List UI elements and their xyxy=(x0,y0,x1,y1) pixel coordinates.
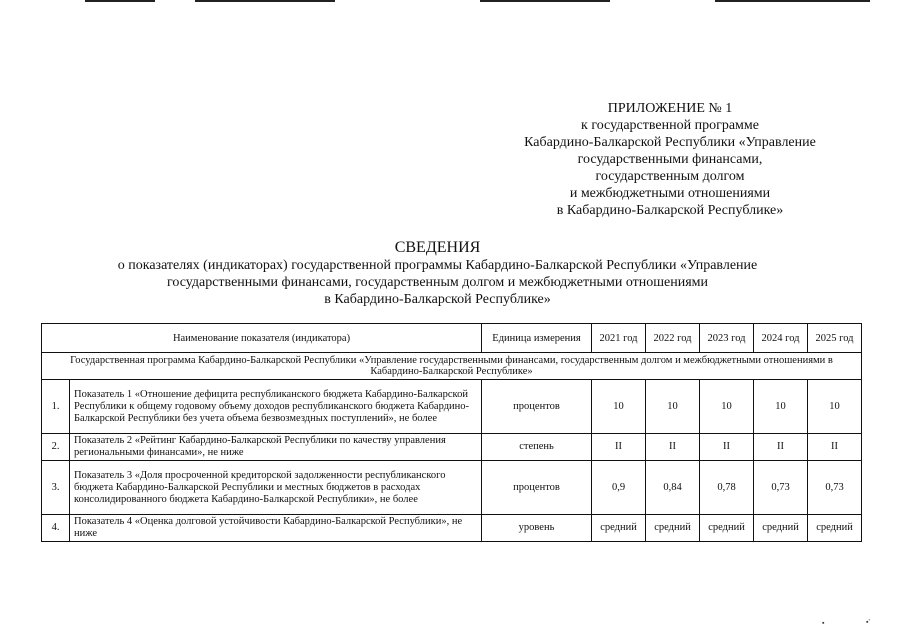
indicator-name: Показатель 1 «Отношение дефицита республиканского бюджета Кабардино-Балкарской Республики к общему годовому объему доходов республиканского бюджета Кабардино-Балкарской Республики без учета объема безвозмездных поступлений», не более xyxy=(70,380,482,434)
indicator-name: Показатель 2 «Рейтинг Кабардино-Балкарской Республики по качеству управления региональными финансами», не ниже xyxy=(70,434,482,461)
indicator-value: II xyxy=(808,434,862,461)
header-unit: Единица измерения xyxy=(482,324,592,353)
table-header-row xyxy=(42,324,862,353)
indicator-value: 0,84 xyxy=(646,461,700,515)
indicator-unit: степень xyxy=(482,434,592,461)
appendix-line: государственными финансами, xyxy=(577,152,763,167)
indicator-value: средний xyxy=(700,515,754,542)
row-number: 4. xyxy=(42,515,70,542)
title-heading: СВЕДЕНИЯ xyxy=(394,239,481,256)
header-year: 2021 год xyxy=(592,324,646,353)
indicator-value: 0,73 xyxy=(754,461,808,515)
indicator-value: 10 xyxy=(700,380,754,434)
appendix-line: ПРИЛОЖЕНИЕ № 1 xyxy=(607,101,733,116)
header-year: 2022 год xyxy=(646,324,700,353)
indicator-name: Показатель 4 «Оценка долговой устойчивости Кабардино-Балкарской Республики», не ниже xyxy=(70,515,482,542)
table-row xyxy=(42,515,862,542)
appendix-header xyxy=(480,100,860,219)
document-title xyxy=(40,238,835,308)
header-year: 2024 год xyxy=(754,324,808,353)
title-line: о показателях (индикаторах) государственной программы Кабардино-Балкарской Республики «Управление xyxy=(117,258,758,273)
indicator-name: Показатель 3 «Доля просроченной кредиторской задолженности республиканского бюджета Кабардино-Балкарской Республики и местных бюджетов в расходах консолидированного бюджета Кабардино-Балкарской Республики», не более xyxy=(70,461,482,515)
header-name: Наименование показателя (индикатора) xyxy=(42,324,482,353)
header-year: 2023 год xyxy=(700,324,754,353)
indicator-value: II xyxy=(754,434,808,461)
row-number: 1. xyxy=(42,380,70,434)
table-row xyxy=(42,380,862,434)
header-year: 2025 год xyxy=(808,324,862,353)
appendix-line: к государственной программе xyxy=(581,118,759,133)
scan-artifact-dot: ▪ xyxy=(822,620,825,627)
row-number: 3. xyxy=(42,461,70,515)
indicator-unit: процентов xyxy=(482,461,592,515)
appendix-line: Кабардино-Балкарской Республики «Управление xyxy=(524,135,816,150)
indicator-value: средний xyxy=(646,515,700,542)
indicator-value: II xyxy=(646,434,700,461)
indicator-value: II xyxy=(700,434,754,461)
indicator-value: 10 xyxy=(754,380,808,434)
row-number: 2. xyxy=(42,434,70,461)
indicator-unit: процентов xyxy=(482,380,592,434)
indicator-value: 10 xyxy=(646,380,700,434)
indicators-table xyxy=(41,323,862,542)
table-row xyxy=(42,461,862,515)
scan-artifact-dot: ▪' xyxy=(866,619,870,626)
indicator-value: средний xyxy=(592,515,646,542)
program-name: Государственная программа Кабардино-Балкарской Республики «Управление государственными финансами, государственным долгом и межбюджетными отношениями в Кабардино-Балкарской Республике» xyxy=(42,353,862,380)
indicator-value: средний xyxy=(808,515,862,542)
indicator-value: 0,9 xyxy=(592,461,646,515)
program-row xyxy=(42,353,862,380)
appendix-line: государственным долгом xyxy=(595,169,745,184)
title-line: государственными финансами, государственным долгом и межбюджетными отношениями xyxy=(166,275,709,290)
indicator-value: средний xyxy=(754,515,808,542)
indicator-value: 10 xyxy=(808,380,862,434)
scan-artifact-line xyxy=(85,0,155,2)
indicator-value: 0,73 xyxy=(808,461,862,515)
scan-artifact-line xyxy=(480,0,610,2)
table-row xyxy=(42,434,862,461)
indicator-value: 0,78 xyxy=(700,461,754,515)
appendix-line: в Кабардино-Балкарской Республике» xyxy=(556,203,784,218)
appendix-line: и межбюджетными отношениями xyxy=(569,186,771,201)
indicator-unit: уровень xyxy=(482,515,592,542)
scan-artifact-line xyxy=(195,0,335,2)
scan-artifact-line xyxy=(715,0,870,2)
indicator-value: 10 xyxy=(592,380,646,434)
title-line: в Кабардино-Балкарской Республике» xyxy=(324,292,551,307)
indicator-value: II xyxy=(592,434,646,461)
